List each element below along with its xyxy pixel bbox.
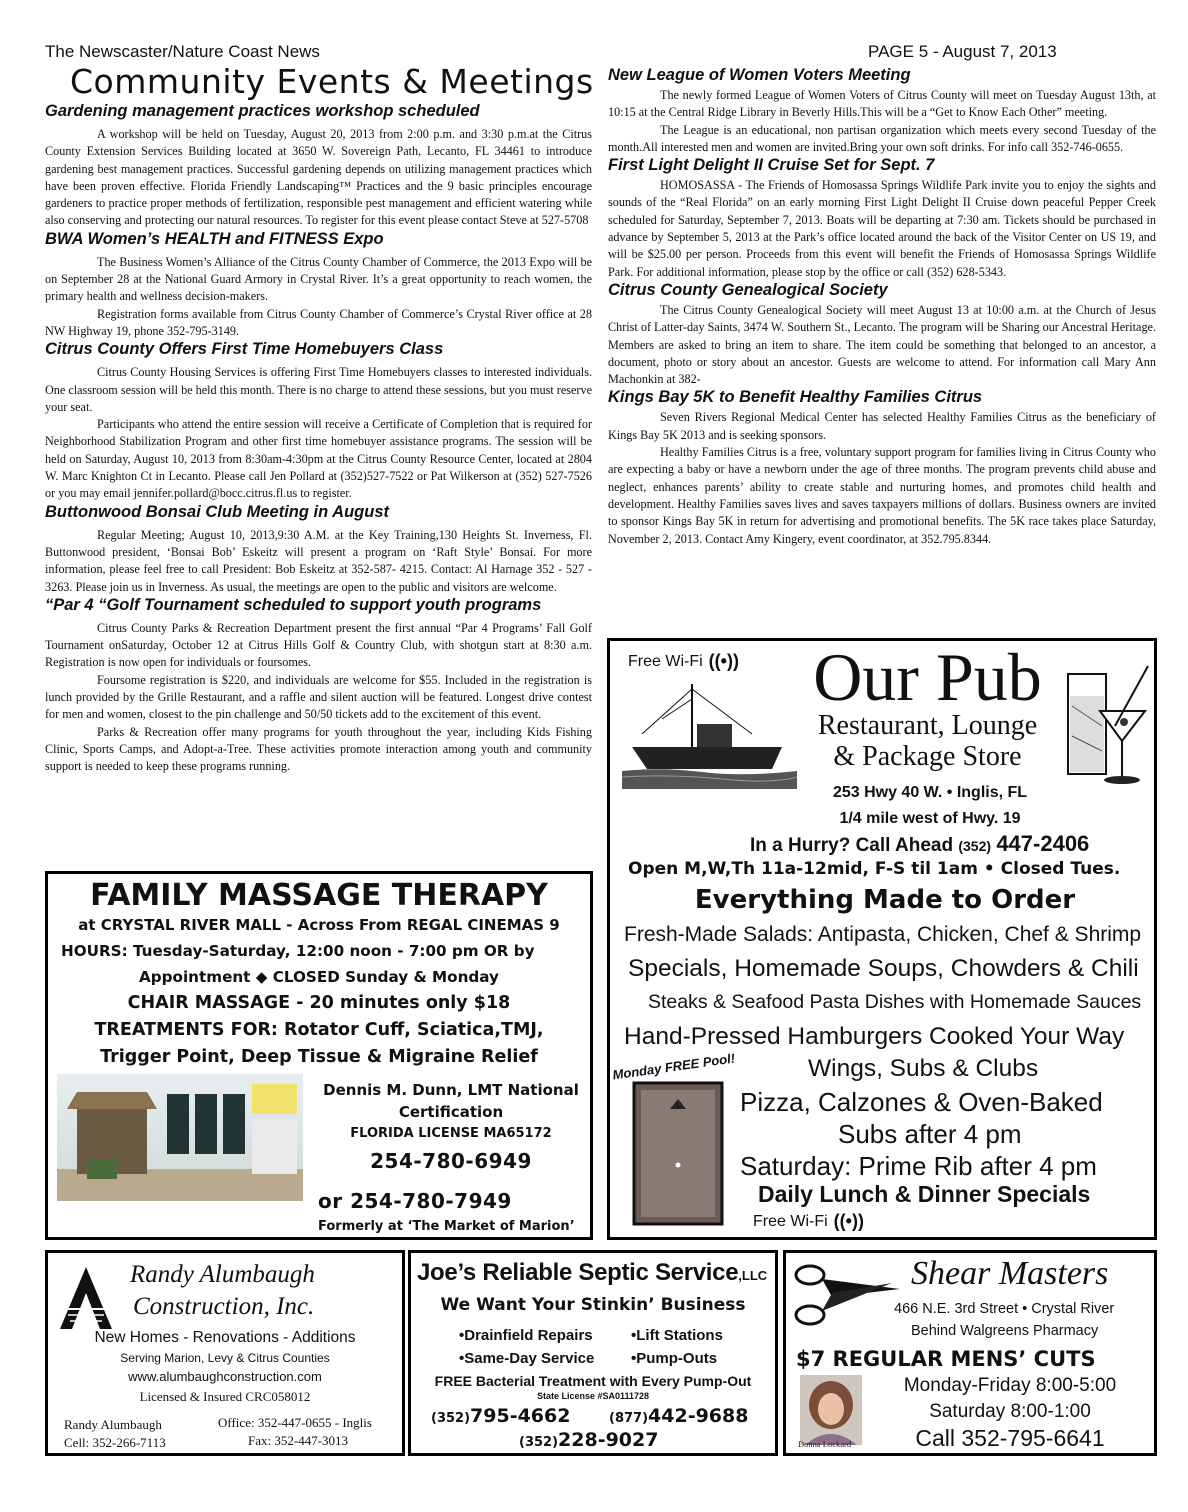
pub-menu-burgers: Hand-Pressed Hamburgers Cooked Your Way	[624, 1023, 1125, 1050]
shear-masters-offer: $7 REGULAR MENS’ CUTS	[796, 1347, 1096, 1371]
article-heading: New League of Women Voters Meeting	[608, 66, 911, 84]
article-paragraph: Participants who attend the entire session will receive a Certificate of Completion that is required for Neighborhood Stabilization Program and other first time homebuyer assistance programs. The session will be held on Saturday, August 10, 2013 from 8:30am-4:30pm at the Citrus County Resource Center, located at 2804 W. Marc Knighton Ct in Lecanto. Please call Jen Pollard at (352)527-7522 or Pat Wilkerson at (352) 527-7526 or you may email jennifer.pollard@bocc.citrus.fl.us to register.	[45, 417, 592, 501]
alumbaugh-website[interactable]: www.alumbaughconstruction.com	[128, 1369, 322, 1384]
section-title: Community Events & Meetings	[70, 62, 594, 101]
alumbaugh-services: New Homes - Renovations - Additions	[94, 1329, 356, 1346]
shear-masters-address: 466 N.E. 3rd Street • Crystal River	[894, 1301, 1115, 1317]
massage-ad-practitioner: Dennis M. Dunn, LMT National	[323, 1081, 579, 1099]
pub-call-area-code: (352)	[958, 838, 992, 854]
septic-phone-2-area: (877)	[609, 1411, 649, 1426]
shear-masters-location: Behind Walgreens Pharmacy	[911, 1323, 1099, 1339]
massage-ad-chair: CHAIR MASSAGE - 20 minutes only $18	[127, 993, 511, 1013]
pub-subtitle-1: Restaurant, Lounge	[817, 710, 1038, 741]
alumbaugh-office: Office: 352-447-0655 - Inglis	[218, 1415, 372, 1430]
article-paragraph: The Citrus County Genealogical Society will meet August 13 at 10:00 a.m. at the Church of Jesus Christ of Latter-day Saints, 3474 W. Southern St., Lecanto. The program will be Sharing our Ancestral Heritage. Members are asked to bring an item to share. The item could be something that belonged to an ancestor, a document, photo or story about an ancestor. Guests are welcome to attend. For information call Mary Ann Machonkin at 382-	[608, 302, 1156, 387]
massage-ad-formerly: Formerly at ‘The Market of Marion’	[318, 1219, 575, 1234]
alumbaugh-cell: Cell: 352-266-7113	[64, 1435, 166, 1450]
pub-menu-salads: Fresh-Made Salads: Antipasta, Chicken, Chef & Shrimp	[624, 923, 1142, 946]
septic-service-lift: •Lift Stations	[631, 1327, 723, 1344]
massage-ad-license: FLORIDA LICENSE MA65172	[350, 1126, 552, 1141]
septic-free-treatment: FREE Bacterial Treatment with Every Pump-Out	[434, 1373, 752, 1389]
septic-slogan: We Want Your Stinkin’ Business	[440, 1295, 746, 1315]
wifi-icon: ((•))	[833, 1211, 864, 1231]
pool-table-illustration	[632, 1081, 724, 1226]
shear-masters-title: Shear Masters	[911, 1255, 1109, 1292]
pub-menu-daily: Daily Lunch & Dinner Specials	[758, 1181, 1091, 1207]
left-column	[45, 102, 592, 776]
article-paragraph: Foursome registration is $220, and individuals are welcome for $55. Included in the registration is lunch provided by the Grille Restaurant, and a raffle and silent auction will be featured. Longest drive contest for men and women, closest to the pin challenge and 50/50 tickets add to the excitement of this event.	[45, 672, 592, 722]
septic-llc: ,LLC	[738, 1268, 768, 1283]
article-paragraph: Citrus County Parks & Recreation Department present the first annual “Par 4 Programs’ Fall Golf Tournament onSaturday, October 12 at Citrus Hills Golf & Country Club, with shotgun start at 8:30 a.m. Registration is now open for individuals or foursomes.	[45, 620, 592, 670]
article-heading: Citrus County Offers First Time Homebuyers Class	[45, 340, 444, 359]
article-heading: Gardening management practices workshop scheduled	[45, 102, 480, 120]
alumbaugh-license: Licensed & Insured CRC058012	[139, 1389, 311, 1404]
scissors-icon	[792, 1261, 902, 1331]
septic-phone-1: 795-4662	[470, 1405, 571, 1427]
article-paragraph: The Business Women’s Alliance of the Citrus County Chamber of Commerce, the 2013 Expo will be on September 28 at the National Guard Armory in Crystal River. It’s a great opportunity to reach women, the primary health and wellness decision-makers.	[45, 254, 592, 304]
pub-menu-wings: Wings, Subs & Clubs	[808, 1055, 1039, 1082]
alumbaugh-construction-ad	[45, 1250, 405, 1456]
pub-hours: Open M,W,Th 11a-12mid, F-S til 1am • Closed Tues.	[628, 859, 1121, 879]
article-paragraph: HOMOSASSA - The Friends of Homosassa Springs Wildlife Park invite you to enjoy the sights and sounds of the “Real Florida” on an early morning First Light Delight II Cruise down peaceful Pepper Creek scheduled for Saturday, September 7, 2013. Boats will be departing at 7:30 am. Tickets should be purchased in advance by September 5, 2013 at the Park’s office located around the back of the Visitor Center on US 19, and will be $25.00 per person. Proceeds from this event will benefit the Friends of Homosassa Springs Wildlife Park. For additional information, please stop by the office or call (352) 628-5343.	[608, 178, 1156, 279]
alumbaugh-person: Randy Alumbaugh	[64, 1417, 162, 1432]
septic-phone-1-area: (352)	[431, 1411, 471, 1426]
pub-address: 253 Hwy 40 W. • Inglis, FL	[832, 784, 1028, 801]
shear-masters-saturday-hours: Saturday 8:00-1:00	[929, 1401, 1091, 1422]
alumbaugh-counties: Serving Marion, Levy & Citrus Counties	[120, 1351, 330, 1365]
pub-menu-steaks: Steaks & Seafood Pasta Dishes with Homemade Sauces	[648, 991, 1142, 1013]
septic-phone-3: 228-9027	[558, 1429, 659, 1451]
pub-menu-specials: Specials, Homemade Soups, Chowders & Chili	[628, 955, 1139, 982]
pub-name: Our Pub	[813, 639, 1042, 715]
septic-service-same-day: •Same-Day Service	[459, 1350, 595, 1367]
pub-subtitle-2: & Package Store	[833, 741, 1022, 772]
cocktail-glass-illustration	[1060, 656, 1150, 791]
massage-ad-phone-1: 254-780-6949	[370, 1149, 532, 1173]
pub-wifi-label: Free Wi-Fi	[628, 652, 703, 670]
shear-masters-ad	[783, 1250, 1157, 1456]
article-paragraph: Regular Meeting; August 10, 2013,9:30 A.M. at the Key Training,130 Heights St. Inverness, Fl. Buttonwood president, ‘Bonsai Bob’ Eskeitz will present a program on ‘Raft Style’ Bonsai. For more information, please feel free to call President: Bob Eskeitz at 352-587- 4215. Contact: Al Harnage 352 - 527 - 3263. Please join us in Inverness. As usual, the meetings are open to the public and visitors are welcome.	[45, 527, 592, 594]
septic-phone-2: 442-9688	[648, 1405, 749, 1427]
mall-storefront-photo	[57, 1074, 303, 1201]
massage-ad-conditions: Trigger Point, Deep Tissue & Migraine Relief	[100, 1047, 538, 1067]
massage-ad-phone-2: or 254-780-7949	[318, 1189, 512, 1213]
pub-phone: 447-2406	[996, 831, 1090, 856]
article-paragraph: Parks & Recreation offer many programs for youth throughout the year, including Kids Fishing Clinic, Sports Camps, and Adopt-a-Tree. These activities promote interaction among youth and community support is needed to keep these programs running.	[45, 724, 592, 774]
shear-masters-weekday-hours: Monday-Friday 8:00-5:00	[903, 1375, 1117, 1396]
article-paragraph: The newly formed League of Women Voters of Citrus County will meet on Tuesday August 13th, at 10:15 at the Central Ridge Library in Beverly Hills.This will be a “Get to Know Each Other” meeting.	[608, 88, 1156, 120]
article-heading: First Light Delight II Cruise Set for Sept. 7	[608, 156, 935, 175]
construction-logo-icon	[58, 1265, 114, 1331]
massage-therapy-ad	[45, 871, 593, 1240]
pub-call-ahead: In a Hurry? Call Ahead	[750, 835, 954, 856]
pub-wifi-label-bottom: Free Wi-Fi	[753, 1212, 828, 1230]
septic-service-ad	[408, 1250, 778, 1456]
septic-service-drainfield: •Drainfield Repairs	[459, 1327, 593, 1344]
article-paragraph: The League is an educational, non partisan organization which meets every second Tuesday of the month.All interested men and women are invited.Bring your own soft drinks. For info call 352-746-0655.	[608, 122, 1156, 154]
shear-masters-phone: Call 352-795-6641	[915, 1425, 1105, 1451]
alumbaugh-company: Construction, Inc.	[133, 1293, 315, 1320]
pub-menu-prime-rib: Saturday: Prime Rib after 4 pm	[740, 1151, 1097, 1181]
septic-phone-3-area: (352)	[519, 1435, 559, 1450]
article-paragraph: A workshop will be held on Tuesday, August 20, 2013 from 2:00 p.m. and 3:30 p.m.at the Citrus County Extension Services Building located at 3650 W. Sovereign Path, Lecanto, FL 34461 to introduce gardening best management practices. Successful gardening depends on utilizing management practices which have been proven effective. Florida Friendly Landscaping™ Practices and the 9 basic principles encourage gardeners to practice proper methods of fertilization, responsible pest management and efficient watering while also conserving and protecting our natural resources. To register for this event please contact Steve at 527-5708	[45, 127, 592, 228]
our-pub-ad	[607, 638, 1157, 1240]
massage-ad-title: FAMILY MASSAGE THERAPY	[90, 878, 548, 913]
septic-license: State License #SA0111728	[536, 1391, 650, 1401]
stylist-photo	[800, 1375, 862, 1445]
article-heading: Citrus County Genealogical Society	[608, 280, 888, 299]
page-number: PAGE 5 - August 7, 2013	[868, 42, 1057, 61]
article-heading: Kings Bay 5K to Benefit Healthy Families Citrus	[608, 388, 983, 407]
pub-direction: 1/4 mile west of Hwy. 19	[839, 810, 1021, 827]
fishing-boat-illustration	[622, 679, 797, 789]
article-heading: “Par 4 “Golf Tournament scheduled to support youth programs	[45, 595, 542, 614]
article-paragraph: Seven Rivers Regional Medical Center has selected Healthy Families Citrus as the beneficiary of Kings Bay 5K 2013 and is seeking sponsors.	[608, 410, 1156, 442]
article-paragraph: Registration forms available from Citrus County Chamber of Commerce’s Crystal River office at 28 NW Highway 19, phone 352-795-3149.	[45, 306, 592, 338]
wifi-icon: ((•))	[708, 651, 739, 671]
alumbaugh-name: Randy Alumbaugh	[130, 1261, 315, 1288]
article-paragraph: Citrus County Housing Services is offering First Time Homebuyers classes to interested individuals. One classroom session will be held this month. There is no charge to attend these sessions, but you must reserve your seat.	[45, 365, 592, 414]
massage-ad-location: at CRYSTAL RIVER MALL - Across From REGAL CINEMAS 9	[78, 916, 560, 934]
massage-ad-appointment: Appointment ◆ CLOSED Sunday & Monday	[139, 968, 499, 986]
massage-ad-treatments: TREATMENTS FOR: Rotator Cuff, Sciatica,TMJ,	[94, 1020, 544, 1040]
right-column	[608, 66, 1156, 548]
septic-title: Joe’s Reliable Septic Service	[417, 1259, 739, 1286]
pub-menu-pizza: Pizza, Calzones & Oven-Baked	[740, 1087, 1103, 1117]
pub-tagline: Everything Made to Order	[694, 885, 1076, 915]
stylist-photo-caption: Donna Lockard	[798, 1439, 852, 1449]
article-heading: Buttonwood Bonsai Club Meeting in August	[45, 502, 390, 521]
article-paragraph: Healthy Families Citrus is a free, voluntary support program for families living in Citrus County who are expecting a baby or have a newborn under the age of three months. The program prevents child abuse and neglect, enhances parents’ ability to create stable and nurturing homes, and promotes child health and development. Healthy Families saves lives and saves taxpayers millions of dollars. Business owners are invited to sponsor Kings Bay 5K in return for advertising and promotional benefits. The 5K race takes place Saturday, November 2, 2013. Contact Amy Kingery, event coordinator, at 352.795.8344.	[608, 445, 1156, 546]
massage-ad-certification: Certification	[398, 1103, 504, 1121]
alumbaugh-fax: Fax: 352-447-3013	[248, 1433, 349, 1448]
massage-ad-hours: HOURS: Tuesday-Saturday, 12:00 noon - 7:00 pm OR by	[61, 942, 535, 960]
pub-menu-subs: Subs after 4 pm	[838, 1119, 1022, 1149]
publication-name: The Newscaster/Nature Coast News	[45, 42, 320, 61]
pub-monday-pool: Monday FREE Pool!	[611, 1050, 736, 1083]
septic-service-pump: •Pump-Outs	[631, 1350, 718, 1367]
article-heading: BWA Women’s HEALTH and FITNESS Expo	[45, 229, 384, 248]
